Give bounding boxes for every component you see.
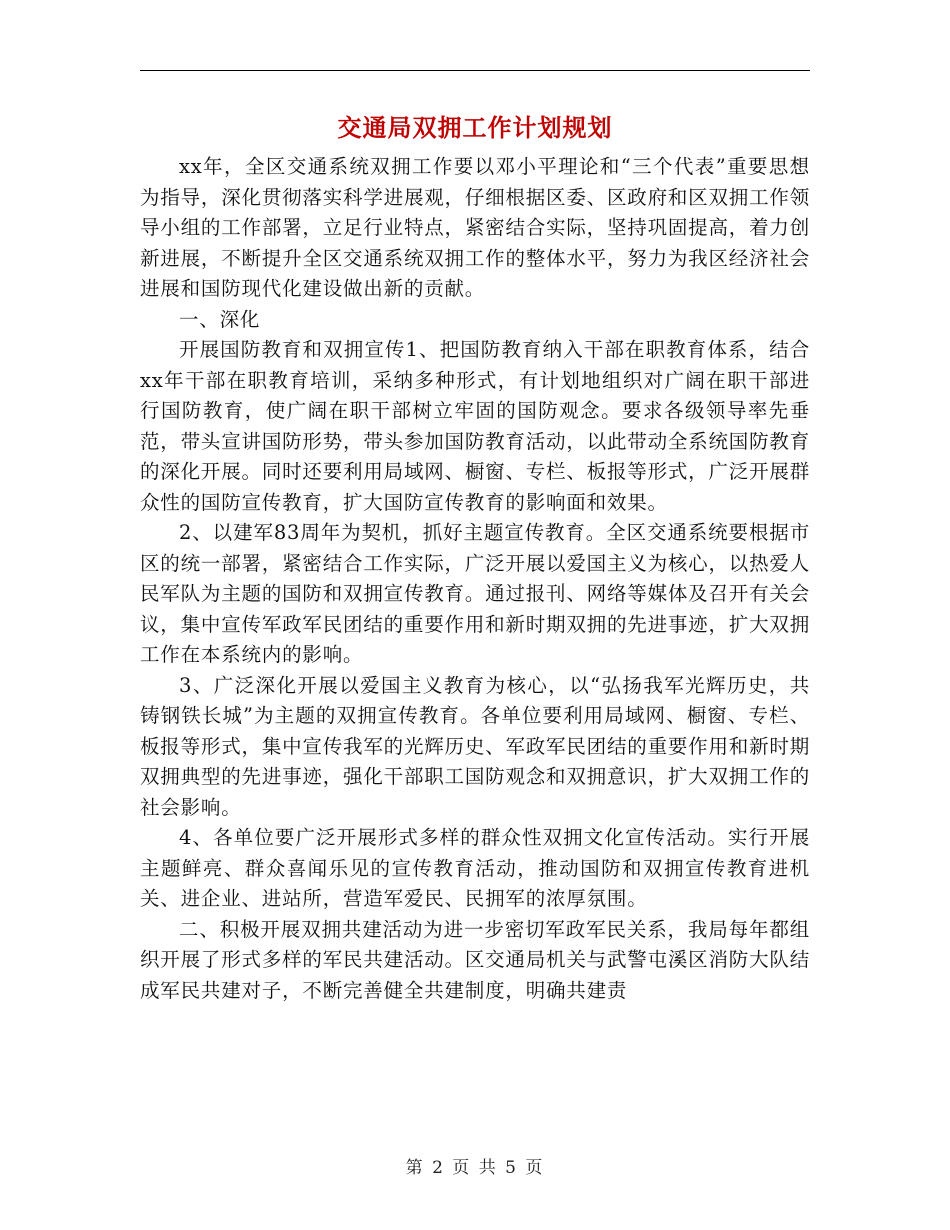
paragraph: 二、积极开展双拥共建活动为进一步密切军政军民关系，我局每年都组织开展了形式多样的军民共建活动。区交通局机关与武警屯溪区消防大队结成军民共建对子，不断完善健全共建制度，明确共建责 (140, 917, 810, 1002)
paragraph: 开展国防教育和双拥宣传1、把国防教育纳入干部在职教育体系，结合xx年干部在职教育培训，采纳多种形式，有计划地组织对广阔在职干部进行国防教育，使广阔在职干部树立牢固的国防观念。要求各级领导率先垂范，带头宣讲国防形势，带头参加国防教育活动，以此带动全系统国防教育的深化开展。同时还要利用局域网、橱窗、专栏、板报等形式，广泛开展群众性的国防宣传教育，扩大国防宣传教育的影响面和效果。 (140, 338, 810, 514)
section-heading: 一、深化 (179, 307, 261, 331)
page-footer: 第 2 页 共 5 页 (405, 1158, 545, 1178)
paragraph: 2、以建军83周年为契机，抓好主题宣传教育。全区交通系统要根据市区的统一部署，紧密结合工作实际，广泛开展以爱国主义为核心，以热爱人民军队为主题的国防和双拥宣传教育。通过报刊、网络等媒体及召开有关会议，集中宣传军政军民团结的重要作用和新时期双拥的先进事迹，扩大双拥工作在本系统内的影响。 (140, 521, 810, 666)
paragraph: xx年，全区交通系统双拥工作要以邓小平理论和“三个代表”重要思想为指导，深化贯彻落实科学进展观，仔细根据区委、区政府和区双拥工作领导小组的工作部署，立足行业特点，紧密结合实际，坚持巩固提高，着力创新进展，不断提升全区交通系统双拥工作的整体水平，努力为我区经济社会进展和国防现代化建设做出新的贡献。 (140, 155, 810, 300)
document-title: 交通局双拥工作计划规划 (337, 113, 613, 142)
paragraph: 3、广泛深化开展以爱国主义教育为核心，以“弘扬我军光辉历史，共铸钢铁长城”为主题的双拥宣传教育。各单位要利用局域网、橱窗、专栏、板报等形式，集中宣传我军的光辉历史、军政军民团结的重要作用和新时期双拥典型的先进事迹，强化干部职工国防观念和双拥意识，扩大双拥工作的社会影响。 (140, 673, 810, 819)
document-body (140, 152, 810, 1006)
paragraph: 4、各单位要广泛开展形式多样的群众性双拥文化宣传活动。实行开展主题鲜亮、群众喜闻乐见的宣传教育活动，推动国防和双拥宣传教育进机关、进企业、进站所，营造军爱民、民拥军的浓厚氛围。 (140, 826, 810, 910)
header-rule (140, 70, 810, 71)
